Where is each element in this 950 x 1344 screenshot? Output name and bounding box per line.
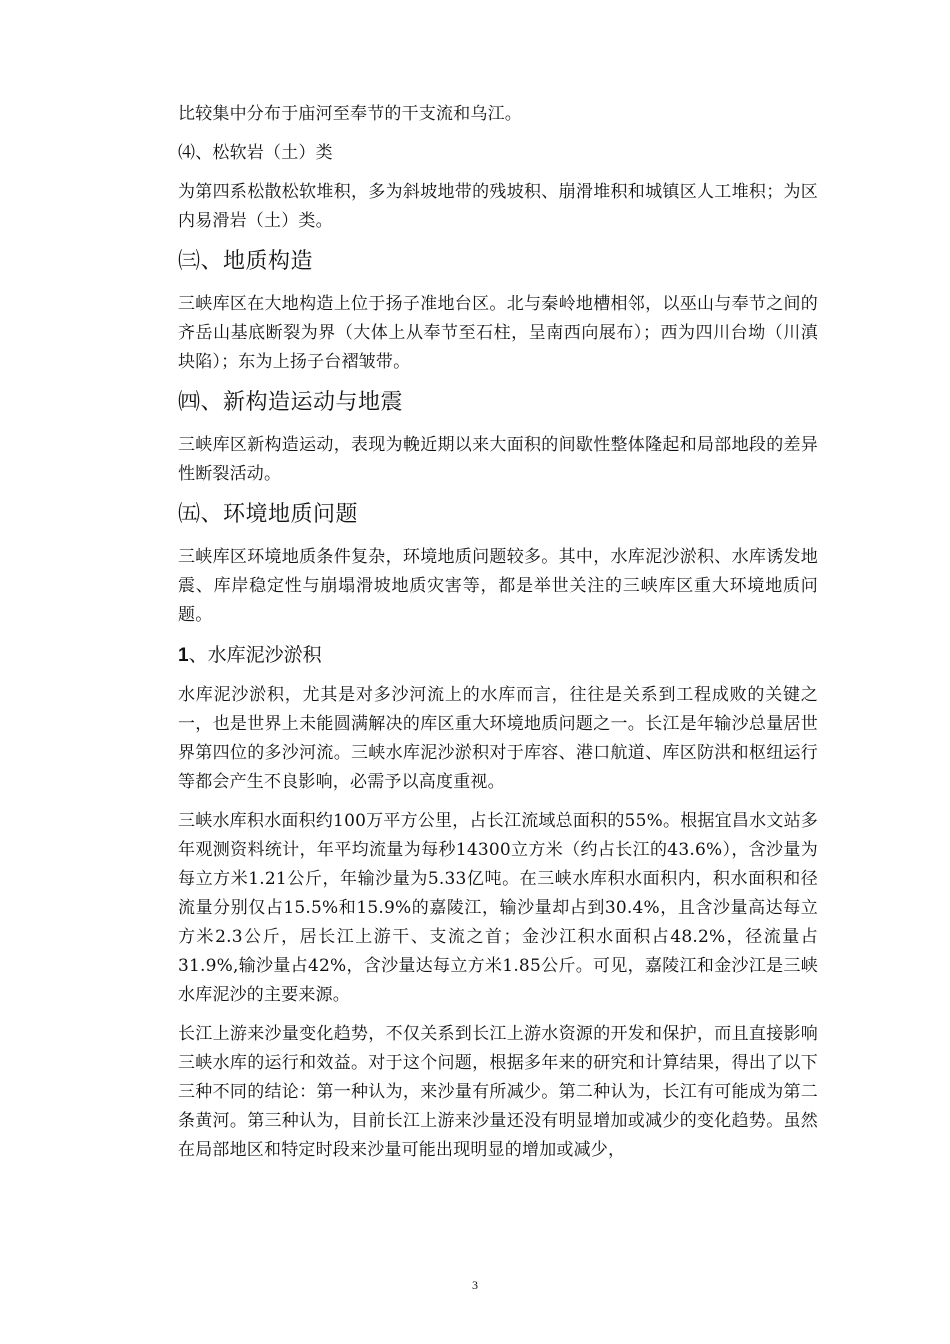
paragraph-sediment-statistics: 三峡水库积水面积约100万平方公里，占长江流域总面积的55%。根据宜昌水文站多年观测资料统计，年平均流量为每秒14300立方米（约占长江的43.6%），含沙量为每立方米1.21公斤，年输沙量为5.33亿吨。在三峡水库积水面积内，积水面积和径流量分别仅占15.5%和15.9%的嘉陵江，输沙量却占到30.4%，且含沙量高达每立方米2.3公斤，居长江上游干、支流之首；金沙江积水面积占48.2%，径流量占31.9%,输沙量占42%，含沙量达每立方米1.85公斤。可见，嘉陵江和金沙江是三峡水库泥沙的主要来源。 — [178, 811, 818, 1005]
paragraph-sediment-trend: 长江上游来沙量变化趋势，不仅关系到长江上游水资源的开发和保护，而且直接影响三峡水库的运行和效益。对于这个问题，根据多年来的研究和计算结果，得出了以下三种不同的结论：第一种认为，来沙量有所减少。第二种认为，长江有可能成为第二条黄河。第三种认为，目前长江上游来沙量还没有明显增加或减少的变化趋势。虽然在局部地区和特定时段来沙量可能出现明显的增加或减少， — [178, 1024, 818, 1160]
heading-sedimentation-number: 1 — [178, 645, 189, 666]
heading-environmental-issues: ㈤、环境地质问题 — [178, 502, 359, 527]
heading-neotectonics: ㈣、新构造运动与地震 — [178, 390, 404, 415]
document-body — [178, 100, 818, 1175]
heading-sedimentation — [178, 640, 818, 671]
paragraph-loose-rock: 为第四系松散松软堆积，多为斜坡地带的残坡积、崩滑堆积和城镇区人工堆积；为区内易滑岩（土）类。 — [178, 182, 818, 231]
subheading-loose-rock: ⑷、松软岩（土）类 — [178, 143, 333, 163]
paragraph-neotectonics: 三峡库区新构造运动，表现为輓近期以来大面积的间歇性整体隆起和局部地段的差异性断裂活动。 — [178, 435, 818, 484]
paragraph-sedimentation-intro: 水库泥沙淤积，尤其是对多沙河流上的水库而言，往往是关系到工程成败的关键之一，也是世界上未能圆满解决的库区重大环境地质问题之一。长江是年输沙总量居世界第四位的多沙河流。三峡水库泥沙淤积对于库容、港口航道、库区防洪和枢纽运行等都会产生不良影响，必需予以高度重视。 — [178, 685, 818, 792]
page-number: 3 — [472, 1278, 478, 1292]
heading-geological-structure: ㈢、地质构造 — [178, 249, 314, 274]
paragraph-geological-structure: 三峡库区在大地构造上位于扬子准地台区。北与秦岭地槽相邻，以巫山与奉节之间的齐岳山基底断裂为界（大体上从奉节至石柱，呈南西向展布）；西为四川台坳（川滇块陷）；东为上扬子台褶皱带。 — [178, 294, 818, 372]
heading-sedimentation-text: 、水库泥沙淤积 — [188, 644, 322, 666]
paragraph-environmental-issues: 三峡库区环境地质条件复杂，环境地质问题较多。其中，水库泥沙淤积、水库诱发地震、库岸稳定性与崩塌滑坡地质灾害等，都是举世关注的三峡库区重大环境地质问题。 — [178, 547, 818, 625]
paragraph-rock-distribution: 比较集中分布于庙河至奉节的干支流和乌江。 — [178, 104, 522, 124]
